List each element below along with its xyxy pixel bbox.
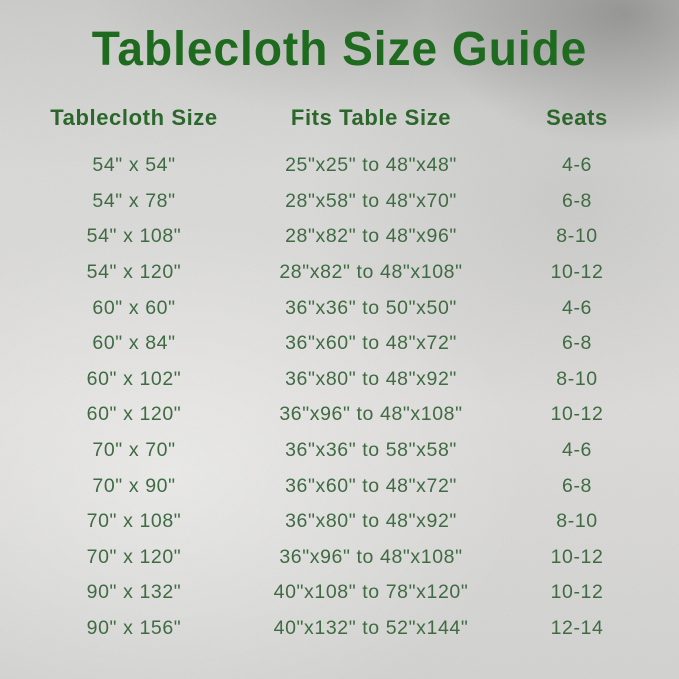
cell-seats: 8-10 [556, 367, 598, 390]
cell-fits: 40"x108" to 78"x120" [273, 581, 469, 604]
column-header-tablecloth-size: Tablecloth Size [50, 105, 218, 130]
table-row [0, 219, 679, 255]
cell-fits: 36"x60" to 48"x72" [285, 332, 457, 355]
column-header-seats: Seats [546, 105, 608, 130]
table-row [0, 504, 679, 540]
cell-fits: 36"x60" to 48"x72" [285, 474, 457, 497]
table-row [0, 290, 679, 326]
cell-fits: 36"x36" to 50"x50" [285, 296, 457, 319]
cell-tablecloth: 54" x 120" [86, 261, 182, 284]
table-row [0, 255, 679, 291]
cell-tablecloth: 54" x 54" [92, 154, 176, 177]
cell-fits: 28"x82" to 48"x108" [279, 261, 463, 284]
cell-fits: 36"x80" to 48"x92" [285, 510, 457, 533]
cell-seats: 4-6 [562, 296, 592, 319]
cell-tablecloth: 60" x 120" [86, 403, 182, 426]
cell-fits: 28"x82" to 48"x96" [285, 225, 457, 248]
cell-seats: 10-12 [550, 581, 604, 604]
table-header-row [0, 100, 679, 136]
cell-seats: 4-6 [562, 439, 592, 462]
cell-tablecloth: 60" x 60" [92, 296, 176, 319]
cell-fits: 36"x96" to 48"x108" [279, 545, 463, 568]
cell-seats: 10-12 [550, 261, 604, 284]
table-row [0, 575, 679, 611]
cell-tablecloth: 70" x 120" [86, 545, 182, 568]
column-header-fits-table-size: Fits Table Size [290, 105, 452, 130]
cell-fits: 36"x36" to 58"x58" [285, 439, 457, 462]
table-row [0, 468, 679, 504]
table-row [0, 611, 679, 647]
table-row [0, 326, 679, 362]
cell-tablecloth: 90" x 156" [86, 617, 182, 640]
cell-tablecloth: 70" x 70" [92, 439, 176, 462]
cell-tablecloth: 70" x 108" [86, 510, 182, 533]
cell-seats: 12-14 [550, 617, 604, 640]
cell-seats: 6-8 [562, 332, 592, 355]
page-title: Tablecloth Size Guide [91, 23, 588, 76]
cell-seats: 6-8 [562, 474, 592, 497]
cell-fits: 40"x132" to 52"x144" [273, 617, 469, 640]
cell-seats: 10-12 [550, 403, 604, 426]
table-row [0, 397, 679, 433]
cell-tablecloth: 60" x 102" [86, 367, 182, 390]
cell-fits: 36"x80" to 48"x92" [285, 367, 457, 390]
size-table-body [0, 148, 679, 646]
table-row [0, 540, 679, 576]
cell-seats: 6-8 [562, 189, 592, 212]
table-row [0, 148, 679, 184]
cell-seats: 4-6 [562, 154, 592, 177]
table-row [0, 362, 679, 398]
cell-tablecloth: 54" x 78" [92, 189, 176, 212]
cell-seats: 10-12 [550, 545, 604, 568]
cell-tablecloth: 90" x 132" [86, 581, 182, 604]
cell-tablecloth: 70" x 90" [92, 474, 176, 497]
table-row [0, 184, 679, 220]
cell-seats: 8-10 [556, 510, 598, 533]
cell-fits: 36"x96" to 48"x108" [279, 403, 463, 426]
cell-tablecloth: 60" x 84" [92, 332, 176, 355]
cell-tablecloth: 54" x 108" [86, 225, 182, 248]
cell-fits: 25"x25" to 48"x48" [285, 154, 457, 177]
cell-fits: 28"x58" to 48"x70" [285, 189, 457, 212]
table-row [0, 433, 679, 469]
cell-seats: 8-10 [556, 225, 598, 248]
